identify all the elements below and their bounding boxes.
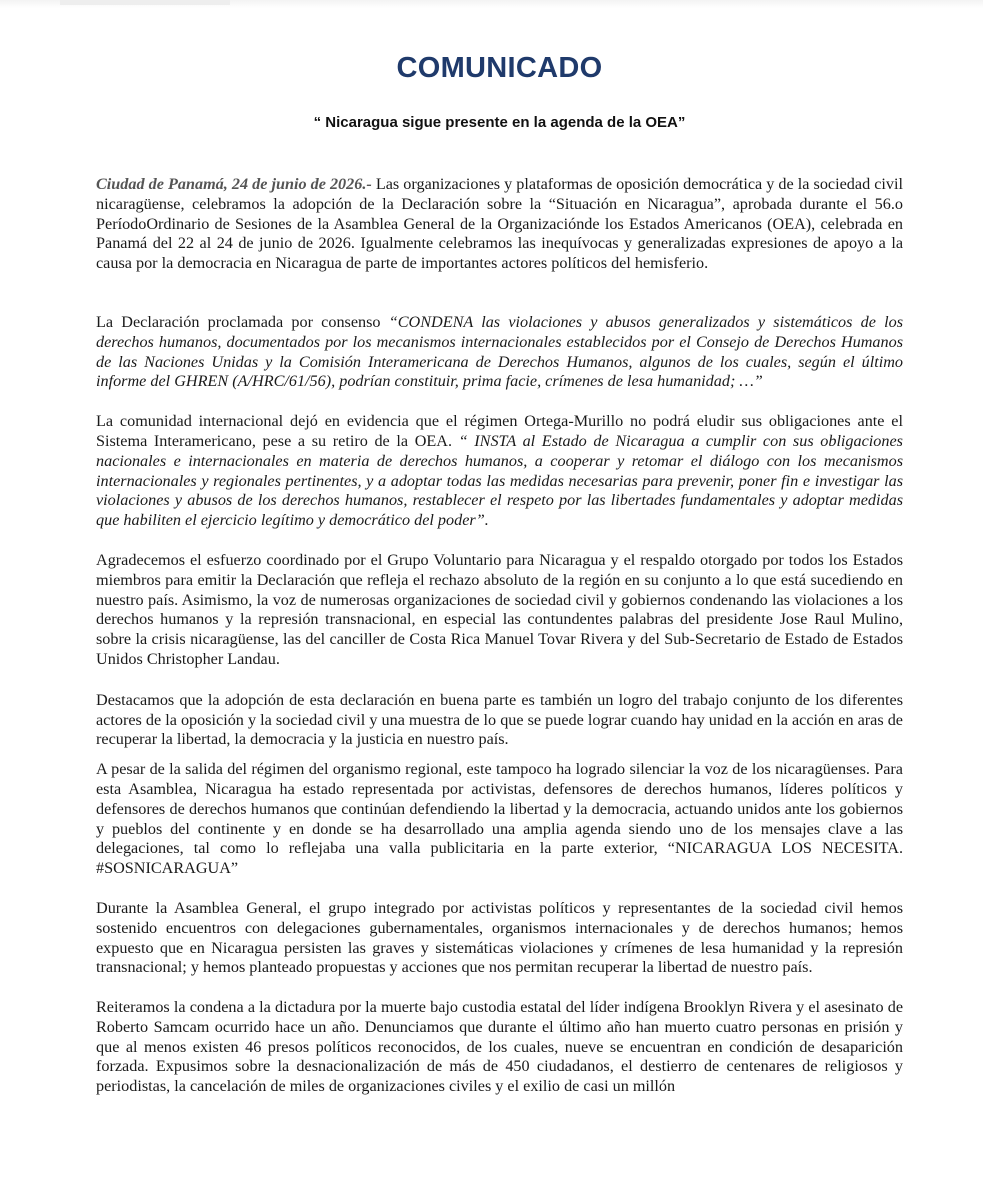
paragraph-5: Destacamos que la adopción de esta declaración en buena parte es también un logro del trabajo conjunto de los diferentes actores de la oposición y la sociedad civil y una muestra de lo que se puede lograr cuando hay unidad en la acción en aras de recuperar la libertad, la democracia y la justicia en nuestro país. [96, 690, 903, 749]
paragraph-8: Reiteramos la condena a la dictadura por la muerte bajo custodia estatal del líder indígena Brooklyn Rivera y el asesinato de Roberto Samcam ocurrido hace un año. Denunciamos que durante el último año han muerto cuatro personas en prisión y que al menos existen 46 presos políticos reconocidos, de los cuales, nueve se encuentran en condición de desaparición forzada. Expusimos sobre la desnacionalización de más de 450 ciudadanos, el destierro de centenares de religiosos y periodistas, la cancelación de miles de organizaciones civiles y el exilio de casi un millón [96, 998, 903, 1096]
paragraph-2-quote: “CONDENA las violaciones y abusos generalizados y sistemáticos de los derechos humanos, documentados por los mecanismos internacionales establecidos por el Consejo de Derechos Humanos de las Naciones Unidas y la Comisión Interamericana de Derechos Humanos, algunos de los cuales, según el último informe del GHREN (A/HRC/61/56), podrían constituir, prima facie, crímenes de lesa humanidad; …” [96, 312, 904, 391]
paragraph-3 [96, 412, 903, 531]
document-subtitle: “ Nicaragua sigue presente en la agenda de la OEA” [313, 114, 686, 131]
paragraph-2-text: La Declaración proclamada por consenso [96, 312, 389, 331]
paragraph-1-text: Las organizaciones y plataformas de oposición democrática y de la sociedad civil nicaragüense, celebramos la adopción de la Declaración sobre la “Situación en Nicaragua”, aprobada durante el 56.o PeríodoOrdinario de Sesiones de la Asamblea General de la Organizaciónde los Estados Americanos (OEA), celebrada en Panamá del 22 al 24 de junio de 2026. Igualmente celebramos las inequívocas y generalizadas expresiones de apoyo a la causa por la democracia en Nicaragua de parte de importantes actores políticos del hemisferio. [96, 175, 903, 273]
dateline: Ciudad de Panamá, 24 de junio de 2026.- [96, 175, 372, 193]
paragraph-3-quote: “ INSTA al Estado de Nicaragua a cumplir con sus obligaciones nacionales e internacionales en materia de derechos humanos, a cooperar y retomar el diálogo con los mecanismos internacionales y regionales pertinentes, y a adoptar todas las medidas necesarias para prevenir, poner fin e investigar las violaciones y abusos de los derechos humanos, restablecer el respeto por las libertades fundamentales y adoptar medidas que habiliten el ejercicio legítimo y democrático del poder”. [96, 431, 903, 530]
paragraph-2 [96, 313, 903, 392]
paragraph-6: A pesar de la salida del régimen del organismo regional, este tampoco ha logrado silenciar la voz de los nicaragüenses. Para esta Asamblea, Nicaragua ha estado representada por activistas, defensores de derechos humanos, líderes políticos y defensores de derechos humanos que continúan defendiendo la libertad y la democracia, actuando unidos ante los gobiernos y pueblos del continente y en donde se ha desarrollado una amplia agenda siendo uno de los mensajes clave a las delegaciones, tal como lo reflejaba una valla publicitaria en la parte exterior, “NICARAGUA LOS NECESITA. #SOSNICARAGUA” [96, 760, 903, 878]
paragraph-1 [96, 175, 903, 274]
paragraph-4: Agradecemos el esfuerzo coordinado por el Grupo Voluntario para Nicaragua y el respaldo otorgado por todos los Estados miembros para emitir la Declaración que refleja el rechazo absoluto de la región en su conjunto a lo que está sucediendo en nuestro país. Asimismo, la voz de numerosas organizaciones de sociedad civil y gobiernos condenando las violaciones a los derechos humanos y la represión transnacional, en especial las contundentes palabras del presidente Jose Raul Mulino, sobre la crisis nicaragüense, las del canciller de Costa Rica Manuel Tovar Rivera y del Sub-Secretario de Estado de Estados Unidos Christopher Landau. [96, 550, 903, 668]
paragraph-7: Durante la Asamblea General, el grupo integrado por activistas políticos y representantes de la sociedad civil hemos sostenido encuentros con delegaciones gubernamentales, organismos internacionales y de derechos humanos; hemos expuesto que en Nicaragua persisten las graves y sistemáticas violaciones y crímenes de lesa humanidad y la represión transnacional; y hemos planteado propuestas y acciones que nos permitan recuperar la libertad de nuestro país. [96, 898, 903, 977]
paragraph-3-text: La comunidad internacional dejó en evidencia que el régimen Ortega-Murillo no podrá eludir sus obligaciones ante el Sistema Interamericano, pese a su retiro de la OEA. [96, 412, 903, 450]
document-body [96, 175, 903, 1097]
document-title: COMUNICADO [396, 52, 603, 84]
